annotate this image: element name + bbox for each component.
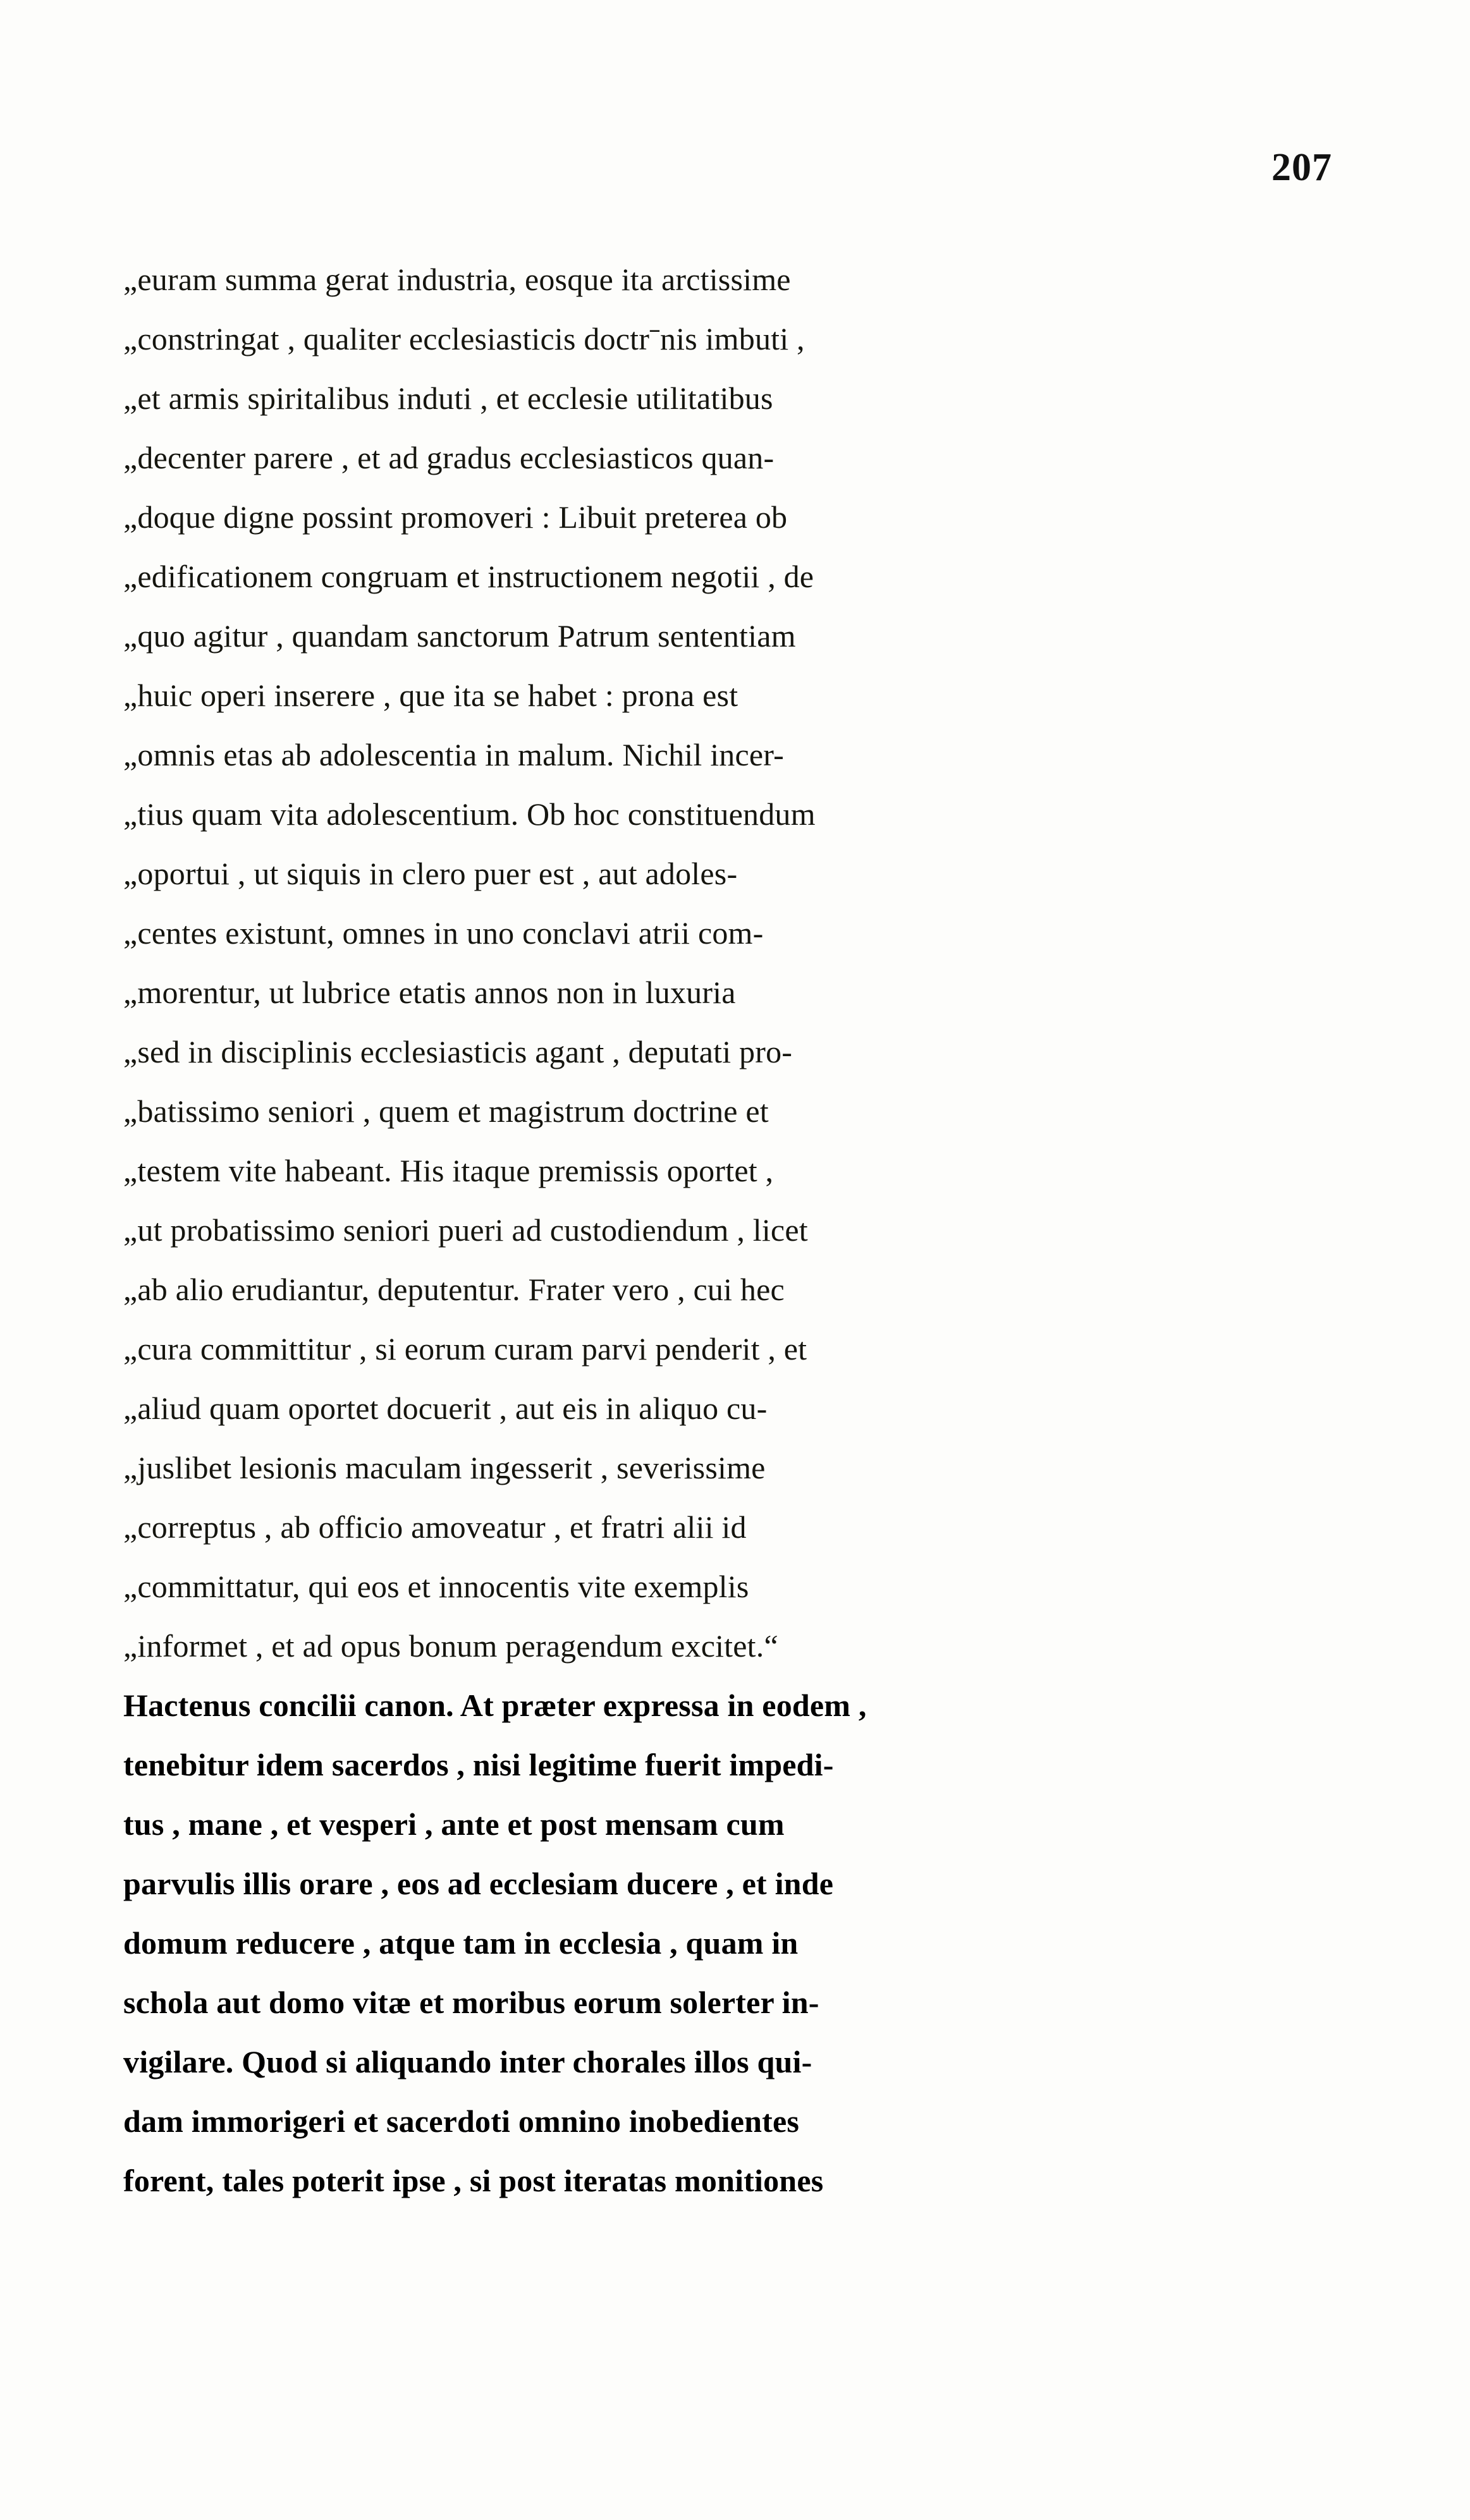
body-text	[123, 250, 1227, 2210]
text-line: „oportui , ut siquis in clero puer est , aut adoles-	[123, 856, 738, 891]
text-line: „juslibet lesionis maculam ingesserit , severissime	[123, 1450, 766, 1485]
text-line: domum reducere , atque tam in ecclesia , quam in	[123, 1925, 799, 1961]
text-line: tenebitur idem sacerdos , nisi legitime fuerit impedi-	[123, 1747, 834, 1782]
text-line: „huic operi inserere , que ita se habet : prona est	[123, 678, 738, 713]
text-line: „morentur, ut lubrice etatis annos non in luxuria	[123, 975, 736, 1010]
text-line: „ut probatissimo seniori pueri ad custodiendum , licet	[123, 1212, 808, 1248]
text-line: dam immorigeri et sacerdoti omnino inobedientes	[123, 2103, 799, 2139]
text-line: schola aut domo vitæ et moribus eorum solerter in-	[123, 1985, 819, 2020]
text-line: „еuram summa gerat industria, eosque ita arctissime	[123, 262, 791, 297]
text-line: „correptus , ab officio amoveatur , et fratri alii id	[123, 1509, 747, 1545]
text-line: „decenter parere , et ad gradus ecclesiasticos quan-	[123, 440, 775, 475]
text-line: „testem vite habeant. His itaque premissis oportet ,	[123, 1153, 774, 1188]
text-line: vigilare. Quod si aliquando inter chorales illos qui-	[123, 2044, 812, 2079]
text-line: tus , mane , et vesperi , ante et post mensam cum	[123, 1806, 785, 1842]
text-line: „edificationem congruam et instructionem negotii , de	[123, 559, 814, 594]
text-line: „batissimo seniori , quem et magistrum doctrine et	[123, 1093, 769, 1129]
text-line: „centes existunt, omnes in uno conclavi atrii com-	[123, 915, 764, 951]
text-line: „informet , et ad opus bonum peragendum excitet.“	[123, 1628, 778, 1664]
text-line: parvulis illis orare , eos ad ecclesiam ducere , et inde	[123, 1866, 834, 1901]
text-line: „aliud quam oportet docuerit , aut eis in aliquo cu-	[123, 1391, 768, 1426]
text-line: „sed in disciplinis ecclesiasticis agant , deputati pro-	[123, 1034, 793, 1069]
text-line: „et armis spiritalibus induti , et ecclesie utilitatibus	[123, 380, 773, 416]
text-line: „committatur, qui eos et innocentis vite exemplis	[123, 1569, 749, 1604]
text-line: forent, tales poterit ipse , si post iteratas monitiones	[123, 2163, 824, 2198]
text-line: „omnis etas ab adolescentia in malum. Nichil incer-	[123, 737, 784, 772]
text-line: Hactenus concilii canon. At præter expressa in eodem ,	[123, 1688, 867, 1723]
text-line: „cura committitur , si eorum curam parvi penderit , et	[123, 1331, 807, 1367]
text-line: „doque digne possint promoveri : Libuit preterea ob	[123, 499, 788, 535]
text-line: „ab alio erudiantur, deputentur. Frater vero , cui hec	[123, 1272, 785, 1307]
text-line: „constringat , qualiter ecclesiasticis doctrˉnis imbuti ,	[123, 321, 805, 356]
text-line: „tius quam vita adolescentium. Ob hoc constituendum	[123, 796, 816, 832]
text-line: „quo agitur , quandam sanctorum Patrum sententiam	[123, 618, 796, 654]
page-number: 207	[1271, 146, 1332, 189]
